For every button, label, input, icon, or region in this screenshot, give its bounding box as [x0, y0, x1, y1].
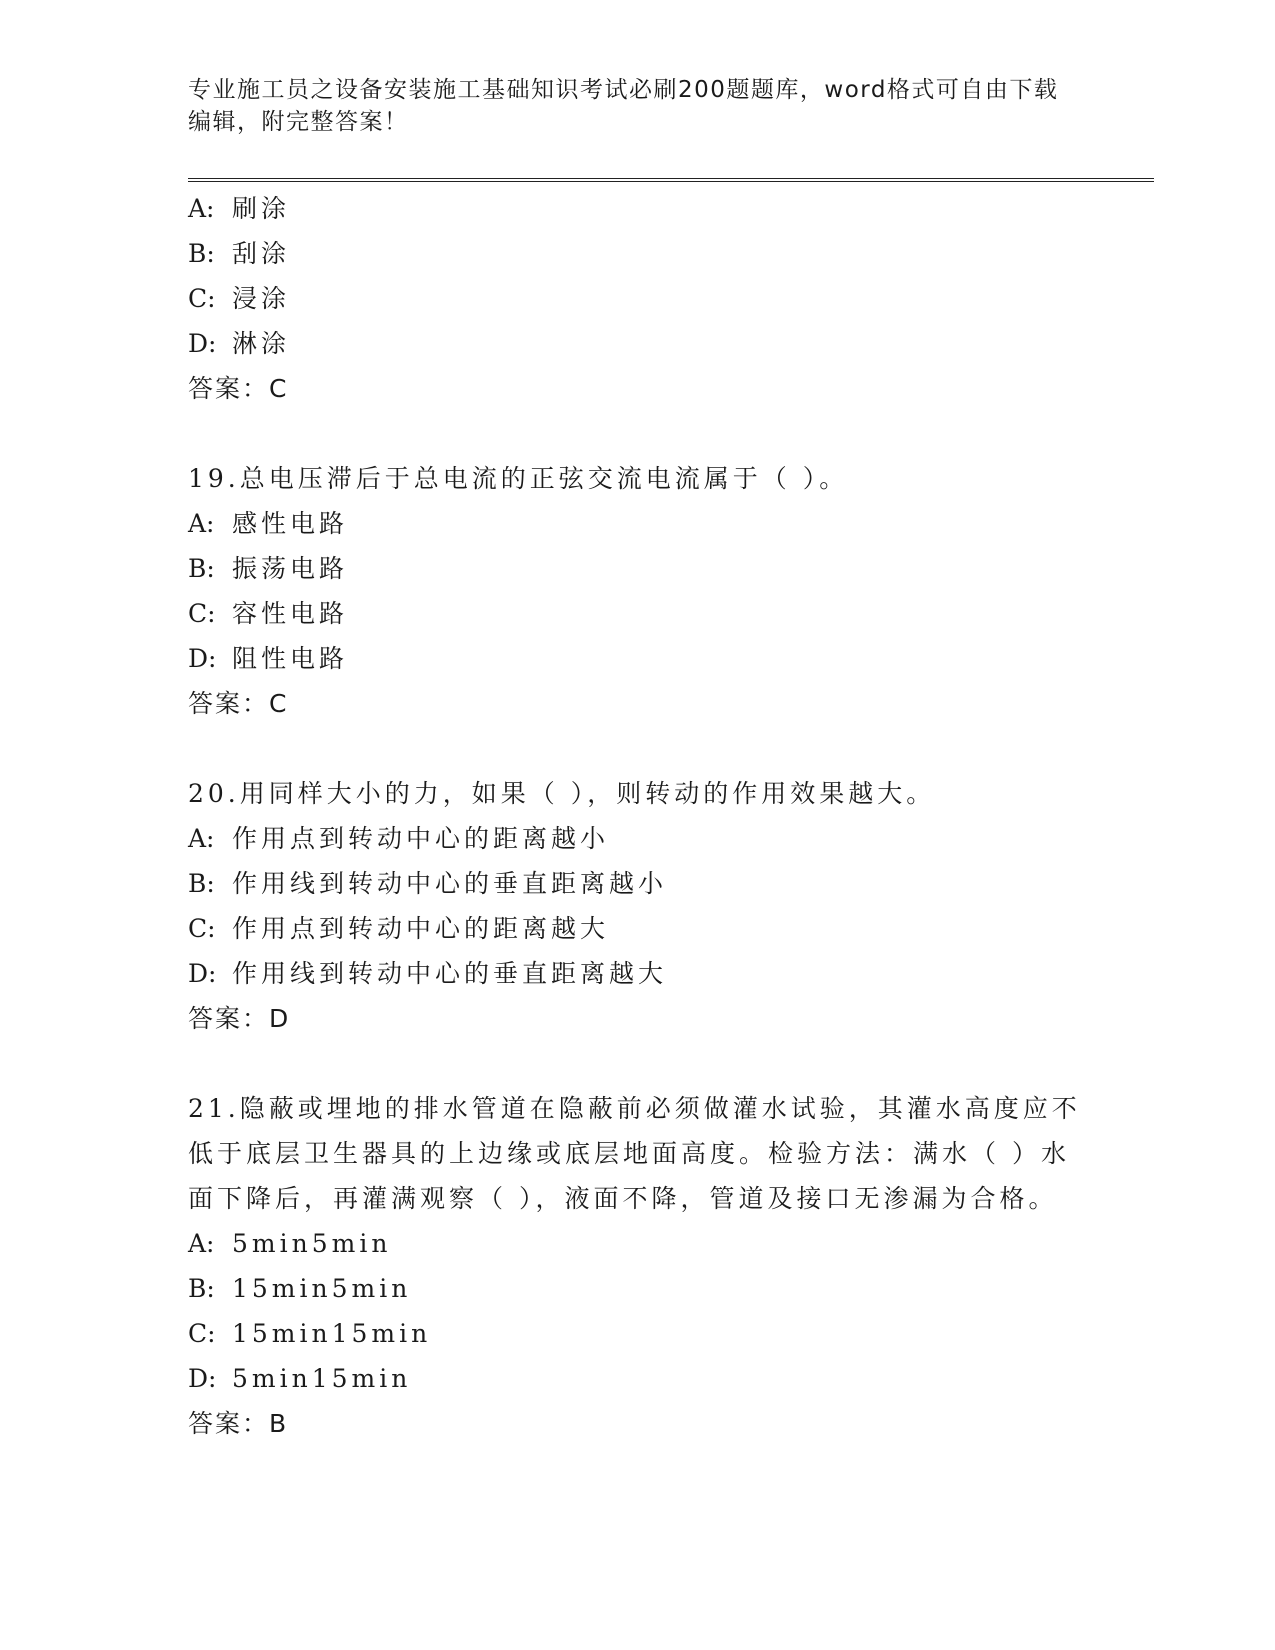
option-text: 作用线到转动中心的垂直距离越大: [232, 959, 668, 988]
q18-option-a: [188, 193, 290, 225]
option-letter: D:: [188, 329, 217, 358]
q20-option-c: [188, 913, 609, 945]
q19-option-a: [188, 508, 348, 540]
q19-answer: 答案：C: [188, 689, 289, 718]
q18-option-b: [188, 238, 290, 270]
q18-answer: 答案：C: [188, 374, 289, 403]
q19-option-c: [188, 598, 348, 630]
option-text: 刷涂: [232, 194, 291, 223]
option-letter: A:: [188, 509, 215, 538]
option-text: 振荡电路: [232, 554, 349, 583]
option-text: 15min5min: [232, 1274, 412, 1303]
q19-option-b: [188, 553, 348, 585]
option-letter: B:: [188, 239, 215, 268]
option-letter: A:: [188, 1229, 215, 1258]
q21-question-line3: 面下降后，再灌满观察（ ），液面不降，管道及接口无渗漏为合格。: [188, 1184, 1058, 1213]
option-text: 容性电路: [232, 599, 349, 628]
option-text: 阻性电路: [232, 644, 349, 673]
q20-option-a: [188, 823, 609, 855]
q21-answer: 答案：B: [188, 1409, 289, 1438]
q21-option-a: [188, 1228, 391, 1260]
option-letter: C:: [188, 914, 216, 943]
option-text: 作用点到转动中心的距离越大: [232, 914, 610, 943]
option-letter: B:: [188, 554, 215, 583]
header-title-line2: 编辑，附完整答案！: [188, 109, 409, 135]
q21-question-line1: 21.隐蔽或埋地的排水管道在隐蔽前必须做灌水试验，其灌水高度应不: [188, 1094, 1081, 1123]
q20-option-b: [188, 868, 667, 900]
option-text: 5min15min: [232, 1364, 412, 1393]
q20-question: 20.用同样大小的力，如果（ ），则转动的作用效果越大。: [188, 779, 936, 808]
header-title-line1: 专业施工员之设备安装施工基础知识考试必刷200题题库，word格式可自由下载: [188, 77, 1059, 103]
q18-option-d: [188, 328, 290, 360]
option-letter: A:: [188, 824, 215, 853]
q18-option-c: [188, 283, 290, 315]
option-letter: A:: [188, 194, 215, 223]
option-text: 刮涂: [232, 239, 291, 268]
q21-question-line2: 低于底层卫生器具的上边缘或底层地面高度。检验方法：满水（ ）水: [188, 1139, 1070, 1168]
q19-question: 19.总电压滞后于总电流的正弦交流电流属于（ ）。: [188, 464, 849, 493]
option-text: 15min15min: [232, 1319, 432, 1348]
q21-option-b: [188, 1273, 411, 1305]
option-letter: D:: [188, 1364, 217, 1393]
option-letter: B:: [188, 1274, 215, 1303]
q21-option-c: [188, 1318, 431, 1350]
option-letter: D:: [188, 959, 217, 988]
option-text: 感性电路: [232, 509, 349, 538]
q20-answer: 答案：D: [188, 1004, 291, 1033]
option-letter: D:: [188, 644, 217, 673]
document-header: [188, 74, 1088, 138]
q21-option-d: [188, 1363, 411, 1395]
option-letter: B:: [188, 869, 215, 898]
header-divider: [188, 178, 1154, 182]
option-text: 浸涂: [232, 284, 291, 313]
option-text: 作用点到转动中心的距离越小: [232, 824, 610, 853]
q20-option-d: [188, 958, 667, 990]
q19-option-d: [188, 643, 348, 675]
option-letter: C:: [188, 599, 216, 628]
option-text: 5min5min: [232, 1229, 392, 1258]
option-letter: C:: [188, 1319, 216, 1348]
option-text: 作用线到转动中心的垂直距离越小: [232, 869, 668, 898]
option-letter: C:: [188, 284, 216, 313]
option-text: 淋涂: [232, 329, 291, 358]
